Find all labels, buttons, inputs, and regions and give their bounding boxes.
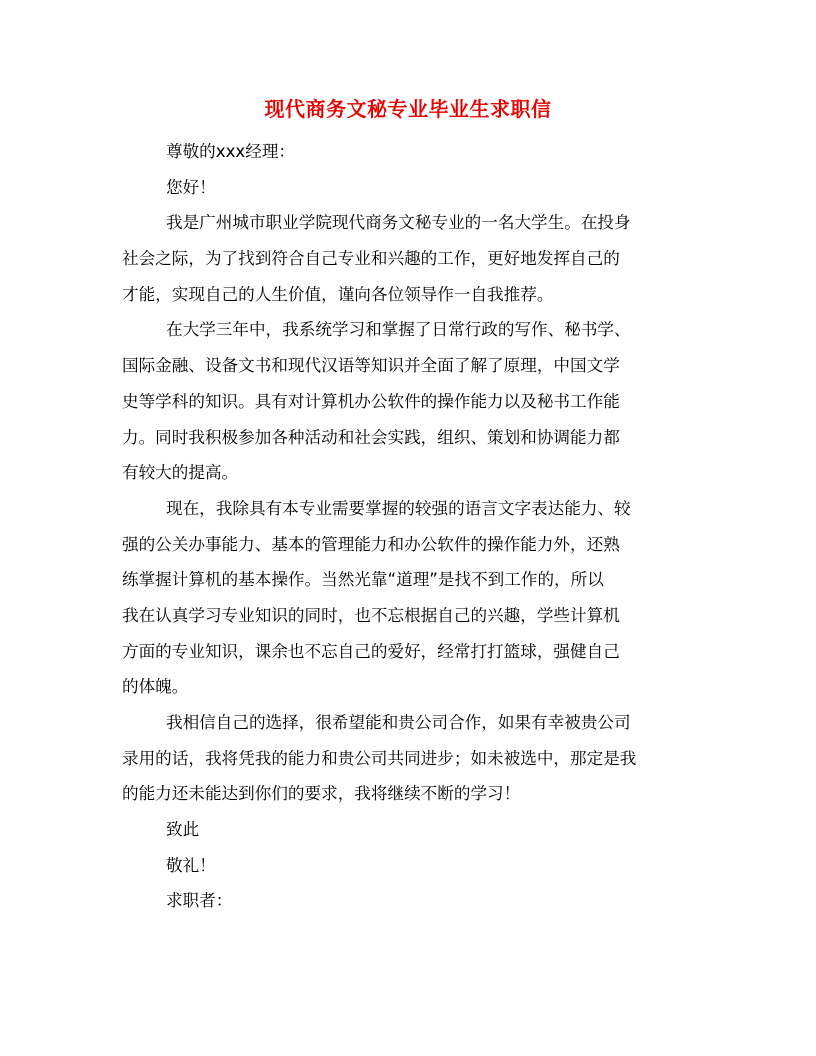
letter-line: 现在，我除具有本专业需要掌握的较强的语言文字表达能力、较 <box>166 498 631 518</box>
letter-line: 我在认真学习专业知识的同时，也不忘根据自己的兴趣，学些计算机 <box>122 605 620 625</box>
letter-line: 的能力还未能达到你们的要求，我将继续不断的学习！ <box>122 784 521 804</box>
letter-line: 录用的话，我将凭我的能力和贵公司共同进步；如未被选中，那定是我 <box>122 748 637 768</box>
document-title: 现代商务文秘专业毕业生求职信 <box>264 97 552 121</box>
letter-line: 力。同时我积极参加各种活动和社会实践，组织、策划和协调能力都 <box>122 427 620 447</box>
letter-line: 强的公关办事能力、基本的管理能力和办公软件的操作能力外，还熟 <box>122 534 620 554</box>
letter-line: 我是广州城市职业学院现代商务文秘专业的一名大学生。在投身 <box>166 213 631 233</box>
letter-body <box>122 137 694 922</box>
letter-line: 社会之际，为了找到符合自己专业和兴趣的工作，更好地发挥自己的 <box>122 249 620 269</box>
letter-line: 致此 <box>166 820 200 840</box>
letter-line: 才能，实现自己的人生价值，谨向各位领导作一自我推荐。 <box>122 284 554 304</box>
letter-line: 敬礼！ <box>166 855 216 875</box>
letter-line: 有较大的提高。 <box>122 463 239 483</box>
letter-line: 方面的专业知识，课余也不忘自己的爱好，经常打打篮球，强健自己 <box>122 641 620 661</box>
letter-line: 您好！ <box>166 177 216 197</box>
letter-line: 在大学三年中，我系统学习和掌握了日常行政的写作、秘书学、 <box>166 320 631 340</box>
letter-line: 练掌握计算机的基本操作。当然光靠“道理”是找不到工作的，所以 <box>122 570 604 590</box>
letter-line: 求职者： <box>166 891 233 911</box>
letter-line: 尊敬的xxx经理： <box>166 142 296 161</box>
letter-line: 的体魄。 <box>122 677 189 697</box>
letter-line: 我相信自己的选择，很希望能和贵公司合作，如果有幸被贵公司 <box>166 713 631 732</box>
letter-line: 国际金融、设备文书和现代汉语等知识并全面了解了原理，中国文学 <box>122 356 620 376</box>
letter-line: 史等学科的知识。具有对计算机办公软件的操作能力以及秘书工作能 <box>122 391 620 411</box>
